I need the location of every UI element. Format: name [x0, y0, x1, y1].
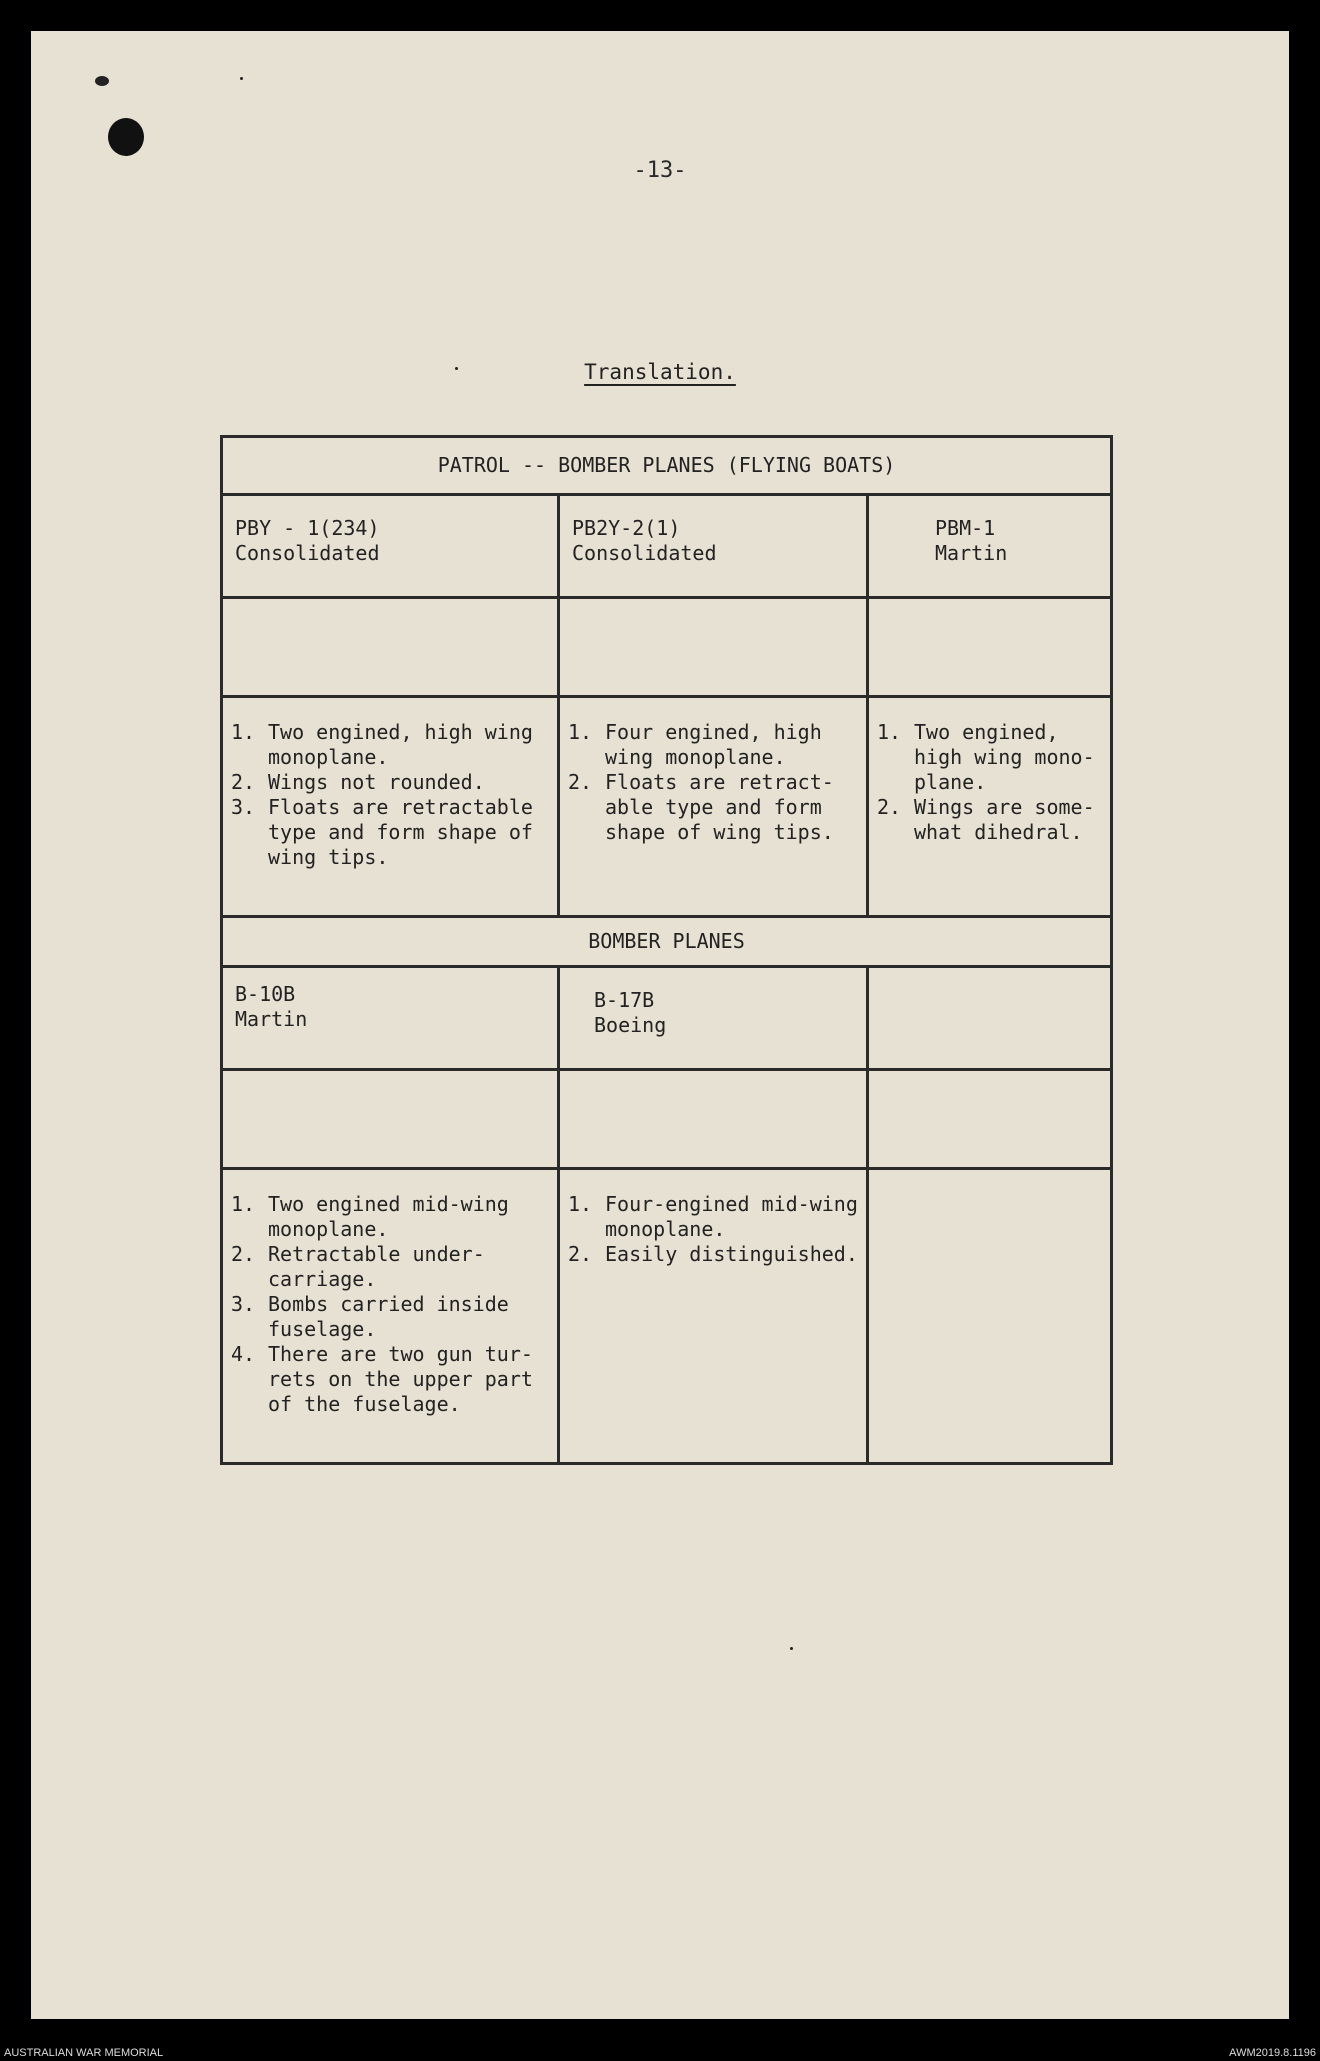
table-row: [222, 598, 1112, 697]
table-row: [222, 967, 1112, 1070]
feature-cell: [559, 1169, 868, 1464]
aircraft-designation: PBM-1: [935, 516, 996, 540]
empty-cell: [868, 1070, 1112, 1169]
feature-cell: [559, 697, 868, 917]
empty-cell: [868, 967, 1112, 1070]
empty-cell: [868, 1169, 1112, 1464]
aircraft-maker: Martin: [935, 541, 1008, 565]
list-item: 2. Wings not rounded.: [231, 770, 485, 794]
empty-cell: [559, 1070, 868, 1169]
aircraft-maker: Consolidated: [235, 541, 380, 565]
table-row: [222, 1169, 1112, 1464]
page-number: -13-: [633, 158, 687, 183]
list-item: 1. Two engined mid-wing monoplane.: [231, 1192, 509, 1241]
feature-cell: [222, 1169, 559, 1464]
ink-speck: [790, 1647, 793, 1650]
section-heading-bomber-planes: BOMBER PLANES: [222, 917, 1112, 967]
aircraft-designation: B-10B: [235, 982, 296, 1006]
ink-speck: [95, 76, 109, 86]
list-item: 2. Floats are retract-able type and form shape of wing tips.: [568, 770, 834, 844]
aircraft-maker: Martin: [235, 1007, 308, 1031]
list-item: 2. Easily distinguished.: [568, 1242, 858, 1266]
list-item: 1. Two engined, high wing mono-plane.: [877, 720, 1095, 794]
list-item: 3. Bombs carried inside fuselage.: [231, 1292, 509, 1341]
footer-credit: AUSTRALIAN WAR MEMORIAL: [4, 2047, 164, 2059]
empty-cell: [559, 598, 868, 697]
aircraft-maker: Consolidated: [572, 541, 717, 565]
section-heading-patrol-bombers: PATROL -- BOMBER PLANES (FLYING BOATS): [222, 437, 1112, 495]
list-item: 1. Four-engined mid-wing monoplane.: [568, 1192, 858, 1241]
list-item: 4. There are two gun tur-rets on the upper part of the fuselage.: [231, 1342, 533, 1416]
aircraft-identification-table: [220, 435, 1113, 1465]
footer-accession-number: AWM2019.8.1196: [1229, 2047, 1316, 2059]
list-item: 2. Wings are some-what dihedral.: [877, 795, 1095, 844]
aircraft-name-cell: [868, 495, 1112, 598]
aircraft-designation: PB2Y-2(1): [572, 516, 681, 540]
aircraft-designation: PBY - 1(234): [235, 516, 380, 540]
table-row: [222, 1070, 1112, 1169]
empty-cell: [868, 598, 1112, 697]
feature-cell: [868, 697, 1112, 917]
list-item: 2. Retractable under-carriage.: [231, 1242, 485, 1291]
ink-speck: [240, 77, 243, 80]
list-item: 1. Two engined, high wing monoplane.: [231, 720, 533, 769]
punch-hole: [108, 118, 144, 156]
empty-cell: [222, 1070, 559, 1169]
aircraft-name-cell: [559, 495, 868, 598]
aircraft-name-cell: [222, 495, 559, 598]
aircraft-name-cell: [559, 967, 868, 1070]
list-item: 3. Floats are retractable type and form shape of wing tips.: [231, 795, 533, 869]
list-item: 1. Four engined, high wing monoplane.: [568, 720, 822, 769]
aircraft-name-cell: [222, 967, 559, 1070]
feature-cell: [222, 697, 559, 917]
document-title: Translation.: [584, 360, 736, 384]
empty-cell: [222, 598, 559, 697]
table-row: [222, 495, 1112, 598]
aircraft-maker: Boeing: [594, 1013, 667, 1037]
aircraft-designation: B-17B: [594, 988, 655, 1012]
table-row: [222, 697, 1112, 917]
